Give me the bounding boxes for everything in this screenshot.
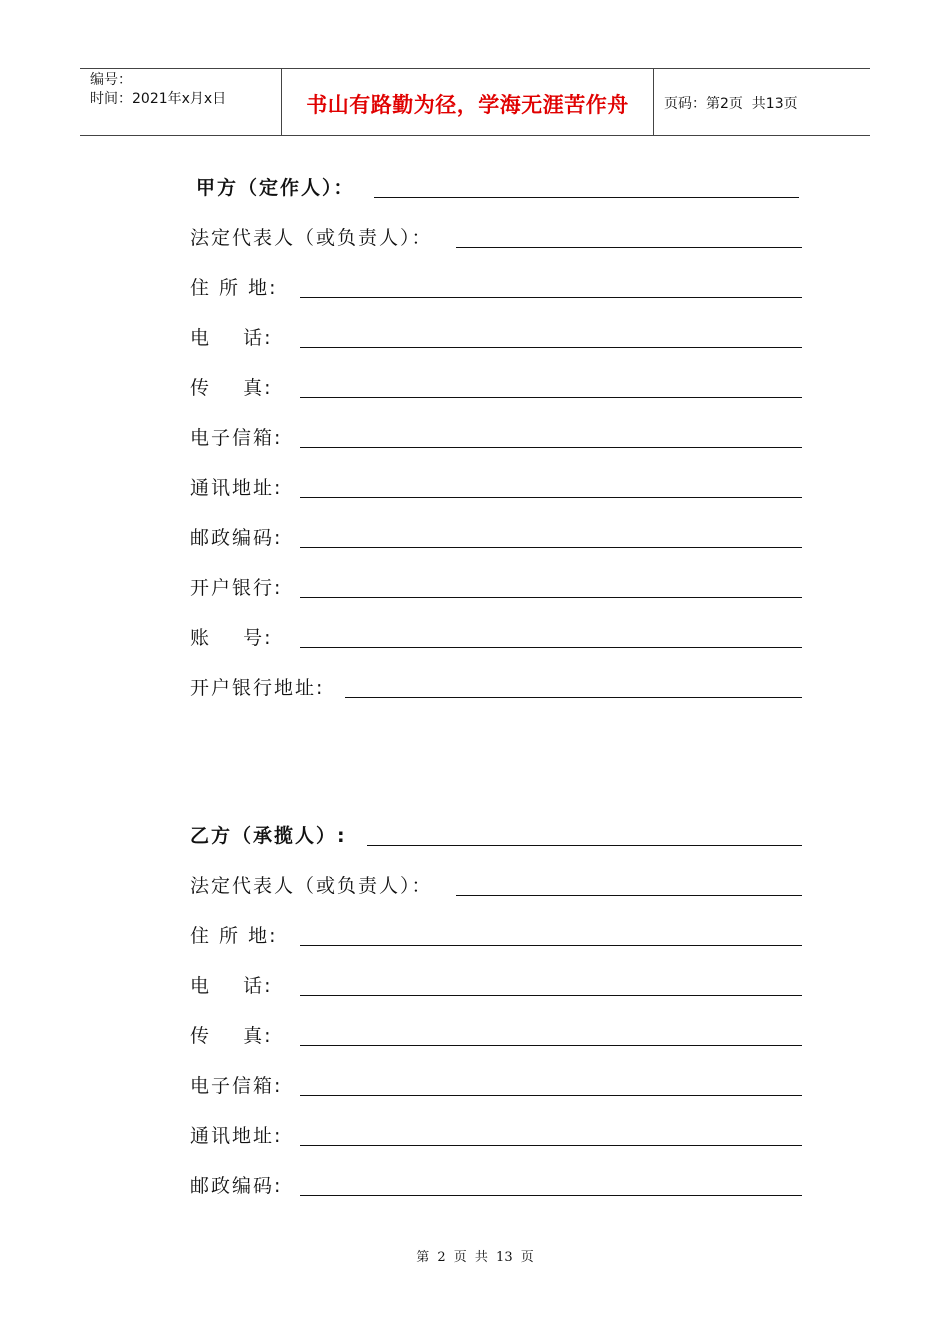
party-b-title-row xyxy=(190,818,347,848)
party-b-postcode-line[interactable] xyxy=(300,1195,802,1196)
header-motto-cell xyxy=(282,69,654,135)
party-a-title: 甲方（定作人）： xyxy=(196,177,355,199)
party-a-field-row xyxy=(190,420,282,450)
party-a-address-line[interactable] xyxy=(300,297,802,298)
party-b-address-line[interactable] xyxy=(300,945,802,946)
party-a-field-row xyxy=(190,320,273,350)
party-a-legal-rep-line[interactable] xyxy=(456,247,802,248)
party-a-postcode-label: 邮政编码: xyxy=(190,527,283,549)
party-b-email-label: 电子信箱: xyxy=(190,1075,283,1097)
party-a-account-line[interactable] xyxy=(300,647,802,648)
page-header xyxy=(80,68,870,136)
party-a-field-row xyxy=(190,220,433,250)
party-a-title-row xyxy=(196,170,355,200)
party-a-fax-label: 传 真: xyxy=(190,377,273,399)
party-b-mail-address-line[interactable] xyxy=(300,1145,802,1146)
party-a-field-row xyxy=(190,520,282,550)
party-b-phone-label: 电 话: xyxy=(190,975,273,997)
party-a-field-row xyxy=(190,570,282,600)
party-a-mail-address-line[interactable] xyxy=(300,497,802,498)
party-a-bank-address-label: 开户银行地址: xyxy=(190,677,325,699)
party-a-bank-label: 开户银行: xyxy=(190,577,283,599)
party-b-title: 乙方（承揽人）: xyxy=(190,825,347,847)
document-number-label: 编号： xyxy=(90,72,132,88)
party-b-field-row xyxy=(190,1068,282,1098)
party-a-account-label: 账 号: xyxy=(190,627,273,649)
party-a-field-row xyxy=(190,620,273,650)
party-a-field-row xyxy=(190,370,273,400)
party-b-postcode-label: 邮政编码: xyxy=(190,1175,283,1197)
party-a-email-label: 电子信箱: xyxy=(190,427,283,449)
party-a-name-line[interactable] xyxy=(374,197,799,198)
party-b-fax-label: 传 真: xyxy=(190,1025,273,1047)
party-a-address-label: 住 所 地: xyxy=(190,277,278,299)
party-a-postcode-line[interactable] xyxy=(300,547,802,548)
party-b-fax-line[interactable] xyxy=(300,1045,802,1046)
party-b-name-line[interactable] xyxy=(367,845,802,846)
party-a-field-row xyxy=(190,270,277,300)
party-a-field-row xyxy=(190,670,324,700)
party-a-email-line[interactable] xyxy=(300,447,802,448)
party-b-field-row xyxy=(190,918,277,948)
party-a-mail-address-label: 通讯地址: xyxy=(190,477,283,499)
party-b-field-row xyxy=(190,968,273,998)
party-a-phone-line[interactable] xyxy=(300,347,802,348)
party-a-field-row xyxy=(190,470,282,500)
party-a-bank-address-line[interactable] xyxy=(345,697,802,698)
header-motto: 书山有路勤为径，学海无涯苦作舟 xyxy=(306,93,629,117)
party-b-legal-rep-label: 法定代表人（或负责人）： xyxy=(190,875,433,897)
party-b-field-row xyxy=(190,1118,282,1148)
party-b-mail-address-label: 通讯地址: xyxy=(190,1125,283,1147)
party-b-field-row xyxy=(190,1018,273,1048)
party-b-address-label: 住 所 地: xyxy=(190,925,278,947)
party-b-field-row xyxy=(190,868,433,898)
header-page-cell xyxy=(654,69,870,135)
party-a-fax-line[interactable] xyxy=(300,397,802,398)
party-a-legal-rep-label: 法定代表人（或负责人）： xyxy=(190,227,433,249)
header-page-info: 页码：第2页 共13页 xyxy=(664,96,798,112)
header-meta-cell xyxy=(80,69,282,135)
party-a-bank-line[interactable] xyxy=(300,597,802,598)
party-a-phone-label: 电 话: xyxy=(190,327,273,349)
page-footer: 第 2 页 共 13 页 xyxy=(416,1250,534,1265)
document-time-label: 时间：2021年x月x日 xyxy=(90,91,227,107)
party-b-field-row xyxy=(190,1168,282,1198)
party-b-phone-line[interactable] xyxy=(300,995,802,996)
party-b-legal-rep-line[interactable] xyxy=(456,895,802,896)
party-b-email-line[interactable] xyxy=(300,1095,802,1096)
